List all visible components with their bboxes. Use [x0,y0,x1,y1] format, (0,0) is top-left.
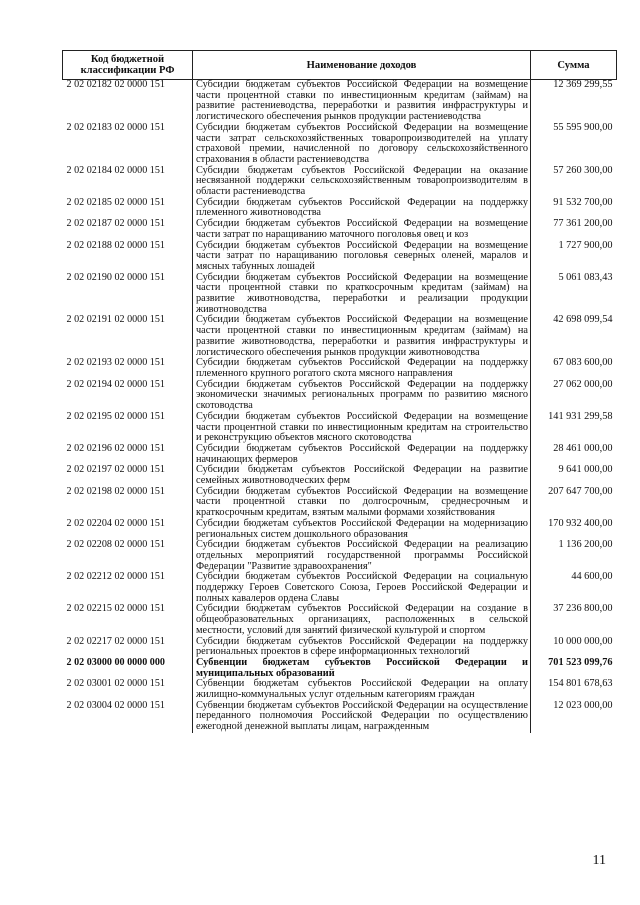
row-sum: 12 369 299,55 [553,79,613,90]
row-code: 2 02 02217 02 0000 151 [66,635,165,647]
row-code: 2 02 02185 02 0000 151 [66,196,165,208]
row-sum: 5 061 083,43 [558,271,613,283]
row-name: Субсидии бюджетам субъектов Российской Федерации на возмещение части затрат по наращиванию маточного поголовья овец и коз [193,219,531,240]
row-name: Субвенции бюджетам субъектов Российской Федерации на осуществление переданного полномочия Российской Федерации по осуществлению ежегодной денежной выплаты лицам, награжденным [193,701,531,733]
table-row [63,465,617,486]
row-sum: 77 361 200,00 [553,218,613,230]
header-sum: Сумма [531,51,617,80]
row-sum: 10 000 000,00 [553,635,613,647]
row-code: 2 02 02196 02 0000 151 [66,442,165,454]
table-row [63,412,617,444]
table-row [63,519,617,540]
row-sum: 701 523 099,76 [548,656,613,668]
row-code: 2 02 02194 02 0000 151 [66,378,165,390]
row-name: Субсидии бюджетам субъектов Российской Федерации на поддержку региональных проектов в сфере информационных технологий [193,637,531,658]
table-row [63,380,617,412]
row-sum: 57 260 300,00 [553,164,613,176]
row-sum: 28 461 000,00 [553,442,613,454]
row-code: 2 02 02183 02 0000 151 [66,121,165,133]
row-name: Субсидии бюджетам субъектов Российской Федерации на оказание несвязанной поддержки сельскохозяйственным товаропроизводителям в области растениеводства [193,166,531,198]
row-code: 2 02 03000 00 0000 000 [66,656,165,668]
table-row [63,444,617,465]
row-code: 2 02 02184 02 0000 151 [66,164,165,176]
row-sum: 9 641 000,00 [558,464,613,476]
row-name: Субсидии бюджетам субъектов Российской Федерации на поддержку племенного животноводства [193,198,531,219]
row-name: Субсидии бюджетам субъектов Российской Федерации на возмещение части процентной ставки по инвестиционным кредитам (займам) на развитие животноводства, переработки и развития инфраструктуры и логистического обеспечения рынков продукции животноводства [193,315,531,358]
row-code: 2 02 02182 02 0000 151 [66,79,165,90]
table-row [63,273,617,316]
row-name: Субсидии бюджетам субъектов Российской Федерации на возмещение части затрат сельскохозяйственных товаропроизводителей на уплату страховой премии, начисленной по договору сельскохозяйственного страхования в области растениеводства [193,123,531,166]
table-row [63,637,617,658]
row-sum: 37 236 800,00 [553,603,613,615]
table-row [63,241,617,273]
table-row [63,658,617,679]
row-name: Субсидии бюджетам субъектов Российской Федерации на возмещение части затрат по наращиванию поголовья северных оленей, маралов и мясных табунных лошадей [193,241,531,273]
revenue-table [62,50,617,733]
row-sum: 12 023 000,00 [553,699,613,711]
table-body [63,80,617,733]
row-code: 2 02 02198 02 0000 151 [66,485,165,497]
row-name: Субсидии бюджетам субъектов Российской Федерации на развитие семейных животноводческих ферм [193,465,531,486]
row-sum: 67 083 600,00 [553,357,613,369]
table-row [63,123,617,166]
row-sum: 207 647 700,00 [548,485,613,497]
table-row [63,604,617,636]
table-row [63,701,617,733]
row-name: Субвенции бюджетам субъектов Российской Федерации и муниципальных образований [193,658,531,679]
row-name: Субсидии бюджетам субъектов Российской Федерации на реализацию отдельных мероприятий государственной программы Российской Федерации "Развитие здравоохранения" [193,540,531,572]
row-name: Субсидии бюджетам субъектов Российской Федерации на социальную поддержку Героев Советского Союза, Героев Российской Федерации и полных кавалеров ордена Славы [193,572,531,604]
table-row [63,80,617,123]
row-code: 2 02 02195 02 0000 151 [66,410,165,422]
row-sum: 27 062 000,00 [553,378,613,390]
row-name: Субсидии бюджетам субъектов Российской Федерации на поддержку экономически значимых региональных программ по развитию мясного скотоводства [193,380,531,412]
revenue-table-sheet [62,50,616,733]
row-name: Субсидии бюджетам субъектов Российской Федерации на создание в общеобразовательных организациях, расположенных в сельской местности, условий для занятий физической культурой и спортом [193,604,531,636]
row-sum: 141 931 299,58 [548,410,613,422]
table-row [63,358,617,379]
row-name: Субсидии бюджетам субъектов Российской Федерации на возмещение части процентной ставки по инвестиционным кредитам (займам) на развитие растениеводства, переработки и развития инфраструктуры и логистического обеспечения рынков продукции растениеводства [193,80,531,123]
row-code: 2 02 02212 02 0000 151 [66,571,165,583]
table-header-row [63,51,617,80]
row-name: Субвенции бюджетам субъектов Российской Федерации на оплату жилищно-коммунальных услуг отдельным категориям граждан [193,679,531,700]
row-sum: 1 136 200,00 [558,539,613,551]
table-row [63,679,617,700]
row-code: 2 02 03004 02 0000 151 [66,699,165,711]
row-sum: 1 727 900,00 [558,239,613,251]
row-sum: 91 532 700,00 [553,196,613,208]
header-name: Наименование доходов [193,51,531,80]
table-row [63,572,617,604]
row-code: 2 02 03001 02 0000 151 [66,678,165,690]
header-code: Код бюджетной классификации РФ [63,51,193,80]
row-name: Субсидии бюджетам субъектов Российской Федерации на поддержку племенного крупного рогатого скота мясного направления [193,358,531,379]
row-code: 2 02 02208 02 0000 151 [66,539,165,551]
table-row [63,166,617,198]
row-sum: 170 932 400,00 [548,517,613,529]
row-code: 2 02 02190 02 0000 151 [66,271,165,283]
row-name: Субсидии бюджетам субъектов Российской Федерации на возмещение части процентной ставки по долгосрочным, среднесрочным и краткосрочным кредитам, взятым малыми формами хозяйствования [193,487,531,519]
row-name: Субсидии бюджетам субъектов Российской Федерации на возмещение части процентной ставки по инвестиционным кредитам на строительство и реконструкцию объектов мясного скотоводства [193,412,531,444]
row-name: Субсидии бюджетам субъектов Российской Федерации на поддержку начинающих фермеров [193,444,531,465]
row-name: Субсидии бюджетам субъектов Российской Федерации на модернизацию региональных систем дошкольного образования [193,519,531,540]
row-sum: 154 801 678,63 [548,678,613,690]
table-row [63,219,617,240]
row-code: 2 02 02188 02 0000 151 [66,239,165,251]
table-row [63,540,617,572]
row-code: 2 02 02193 02 0000 151 [66,357,165,369]
page-number: 11 [592,853,606,868]
row-sum: 55 595 900,00 [553,121,613,133]
row-code: 2 02 02215 02 0000 151 [66,603,165,615]
table-row [63,198,617,219]
row-sum: 44 600,00 [571,571,613,583]
row-sum: 42 698 099,54 [553,314,613,326]
table-row [63,487,617,519]
row-code: 2 02 02204 02 0000 151 [66,517,165,529]
row-code: 2 02 02191 02 0000 151 [66,314,165,326]
row-code: 2 02 02187 02 0000 151 [66,218,165,230]
row-code: 2 02 02197 02 0000 151 [66,464,165,476]
row-name: Субсидии бюджетам субъектов Российской Федерации на возмещение части процентной ставки по краткосрочным кредитам (займам) на развитие животноводства, переработки и реализации продукции животноводства [193,273,531,316]
table-row [63,315,617,358]
